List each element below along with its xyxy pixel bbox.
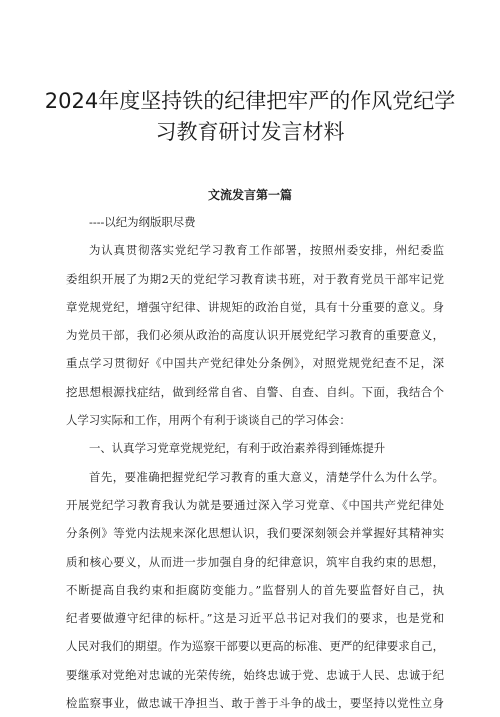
- title-line: 习教育研讨发言材料: [155, 120, 345, 144]
- paragraph-line: 章党规党纪，增强守纪律、讲规矩的政治自觉，具有十分重要的意义。身: [66, 299, 444, 314]
- paragraph-line: 人学习实际和工作，用两个有利于谈谈自己的学习体会：: [66, 413, 351, 428]
- document-body: [66, 208, 444, 717]
- paragraph-line: 为认真贯彻落实党纪学习教育工作部署，按照州委安排，州纪委监: [89, 243, 444, 258]
- paragraph-line: 重点学习贯彻好《中国共产党纪律处分条例》，对照党规党纪查不足，深: [66, 356, 444, 371]
- paragraph-line: 要继承对党绝对忠诚的光荣传统，始终忠诚于党、忠诚于人民、忠诚于纪: [66, 667, 444, 682]
- section-heading: 文流发言第一篇: [207, 188, 292, 202]
- paragraph-line: 委组织开展了为期2天的党纪学习教育读书班，对于教育党员干部牢记党: [66, 271, 444, 286]
- paragraph-line: 质和核心要义，从而进一步加强自身的纪律意识，筑牢自我约束的思想，: [66, 554, 444, 569]
- paragraph-line: 挖思想根源找症结，做到经常自省、自警、自查、自纠。下面，我结合个: [66, 384, 444, 399]
- paragraph-line: 首先，要准确把握党纪学习教育的重大意义，清楚学什么为什么学。: [89, 469, 444, 484]
- paragraph-line: 分条例》等党内法规来深化思想认识，我们要深刻领会并掌握好其精神实: [66, 526, 444, 541]
- section-subheading: 一、认真学习党章党规党纪，有利于政治素养得到锤炼提升: [89, 441, 386, 456]
- paragraph-line: 开展党纪学习教育我认为就是要通过深入学习党章、《中国共产党纪律处: [66, 497, 444, 512]
- paragraph-line: 检监察事业，做忠诚干净担当、敢于善于斗争的战士，要坚持以党性立身: [66, 696, 444, 711]
- title-line: 2024年度坚持铁的纪律把牢严的作风党纪学: [44, 89, 456, 113]
- subtitle: ----以纪为纲版职尽费: [89, 215, 196, 229]
- paragraph-line: 人民对我们的期望。作为巡察干部要以更高的标准、更严的纪律要求自己，: [66, 639, 444, 654]
- document-title: [40, 86, 460, 148]
- paragraph-line: 为党员干部，我们必须从政治的高度认识开展党纪学习教育的重要意义，: [66, 328, 444, 343]
- paragraph-line: 不断提高自我约束和拒腐防变能力。”监督别人的首先要监督好自己，执: [66, 582, 444, 597]
- paragraph-line: 纪者要做遵守纪律的标杆。”这是习近平总书记对我们的要求，也是党和: [66, 611, 444, 626]
